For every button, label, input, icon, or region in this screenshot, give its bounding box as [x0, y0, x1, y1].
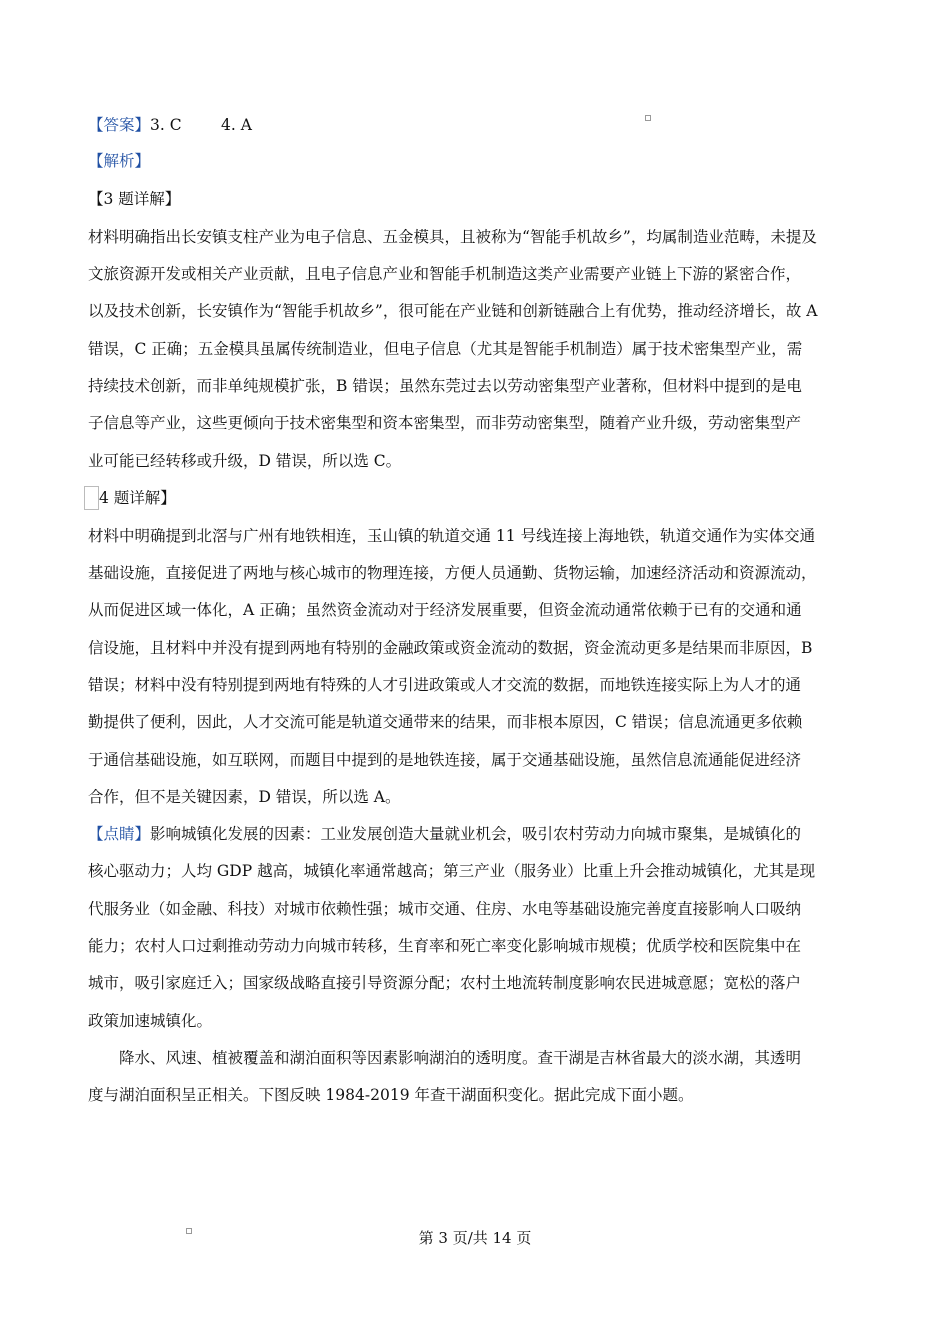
- page-footer: 第 3 页/共 14 页: [418, 1229, 532, 1247]
- q3-line: 文旅资源开发或相关产业贡献，且电子信息产业和智能手机制造这类产业需要产业链上下游的紧密合作，: [88, 265, 802, 283]
- q4-line: 于通信基础设施，如互联网，而题目中提到的是地铁连接，属于交通基础设施，虽然信息流通能促进经济: [88, 751, 802, 769]
- tip-line: 政策加速城镇化。: [88, 1012, 213, 1030]
- q3-line: 持续技术创新，而非单纯规模扩张，B 错误；虽然东莞过去以劳动密集型产业著称，但材料中提到的是电: [88, 377, 802, 395]
- q3-line: 材料明确指出长安镇支柱产业为电子信息、五金模具，且被称为“智能手机故乡”，均属制造业范畴，未提及: [88, 228, 817, 246]
- q3-line: 子信息等产业，这些更倾向于技术密集型和资本密集型，而非劳动密集型，随着产业升级，劳动密集型产: [88, 414, 802, 432]
- tip-label: 【点睛】: [88, 825, 151, 843]
- q4-line: 材料中明确提到北滘与广州有地铁相连，玉山镇的轨道交通 11 号线连接上海地铁，轨道交通作为实体交通: [88, 527, 816, 545]
- q4-line: 合作，但不是关键因素，D 错误，所以选 A。: [88, 788, 401, 806]
- q3-line: 错误，C 正确；五金模具虽属传统制造业，但电子信息（尤其是智能手机制造）属于技术密集型产业，需: [88, 340, 803, 358]
- q3-line: 以及技术创新，长安镇作为“智能手机故乡”，很可能在产业链和创新链融合上有优势，推动经济增长，故 A: [88, 302, 818, 320]
- intro-line: 降水、风速、植被覆盖和湖泊面积等因素影响湖泊的透明度。查干湖是吉林省最大的淡水湖，其透明: [119, 1049, 802, 1067]
- q4-line: 错误；材料中没有特别提到两地有特殊的人才引进政策或人才交流的数据，而地铁连接实际上为人才的通: [88, 676, 802, 694]
- answer-text: 3. C 4. A: [150, 116, 252, 134]
- tip-line: 能力；农村人口过剩推动劳动力向城市转移，生育率和死亡率变化影响城市规模；优质学校和医院集中在: [88, 937, 802, 955]
- tip-line: 城市，吸引家庭迁入；国家级战略直接引导资源分配；农村土地流转制度影响农民进城意愿；宽松的落户: [88, 974, 802, 992]
- q3-line: 业可能已经转移或升级，D 错误，所以选 C。: [88, 452, 402, 470]
- q4-heading: 4 题详解】: [99, 489, 176, 507]
- tip-line: 核心驱动力；人均 GDP 越高，城镇化率通常越高；第三产业（服务业）比重上升会推动城镇化，尤其是现: [88, 862, 816, 880]
- answer-label: 【答案】: [88, 116, 151, 134]
- q4-line: 勤提供了便利，因此，人才交流可能是轨道交通带来的结果，而非根本原因，C 错误；信息流通更多依赖: [88, 713, 803, 731]
- intro-line: 度与湖泊面积呈正相关。下图反映 1984-2019 年查干湖面积变化。据此完成下面小题。: [88, 1086, 694, 1104]
- analysis-label: 【解析】: [88, 152, 151, 170]
- q3-heading: 【3 题详解】: [88, 190, 181, 208]
- q4-line: 基础设施，直接促进了两地与核心城市的物理连接，方便人员通勤、货物运输，加速经济活动和资源流动，: [88, 564, 817, 582]
- tip-line: 代服务业（如金融、科技）对城市依赖性强；城市交通、住房、水电等基础设施完善度直接影响人口吸纳: [88, 900, 802, 918]
- corner-marker-top: [645, 115, 651, 121]
- answer-line: [88, 114, 252, 136]
- heading-bracket-box: [84, 486, 99, 510]
- tip-line: 影响城镇化发展的因素：工业发展创造大量就业机会，吸引农村劳动力向城市聚集，是城镇化的: [150, 825, 802, 843]
- q4-line: 从而促进区域一体化，A 正确；虽然资金流动对于经济发展重要，但资金流动通常依赖于已有的交通和通: [88, 601, 802, 619]
- q4-line: 信设施，且材料中并没有提到两地有特别的金融政策或资金流动的数据，资金流动更多是结果而非原因，B: [88, 639, 813, 657]
- tip-first-line: [88, 823, 801, 845]
